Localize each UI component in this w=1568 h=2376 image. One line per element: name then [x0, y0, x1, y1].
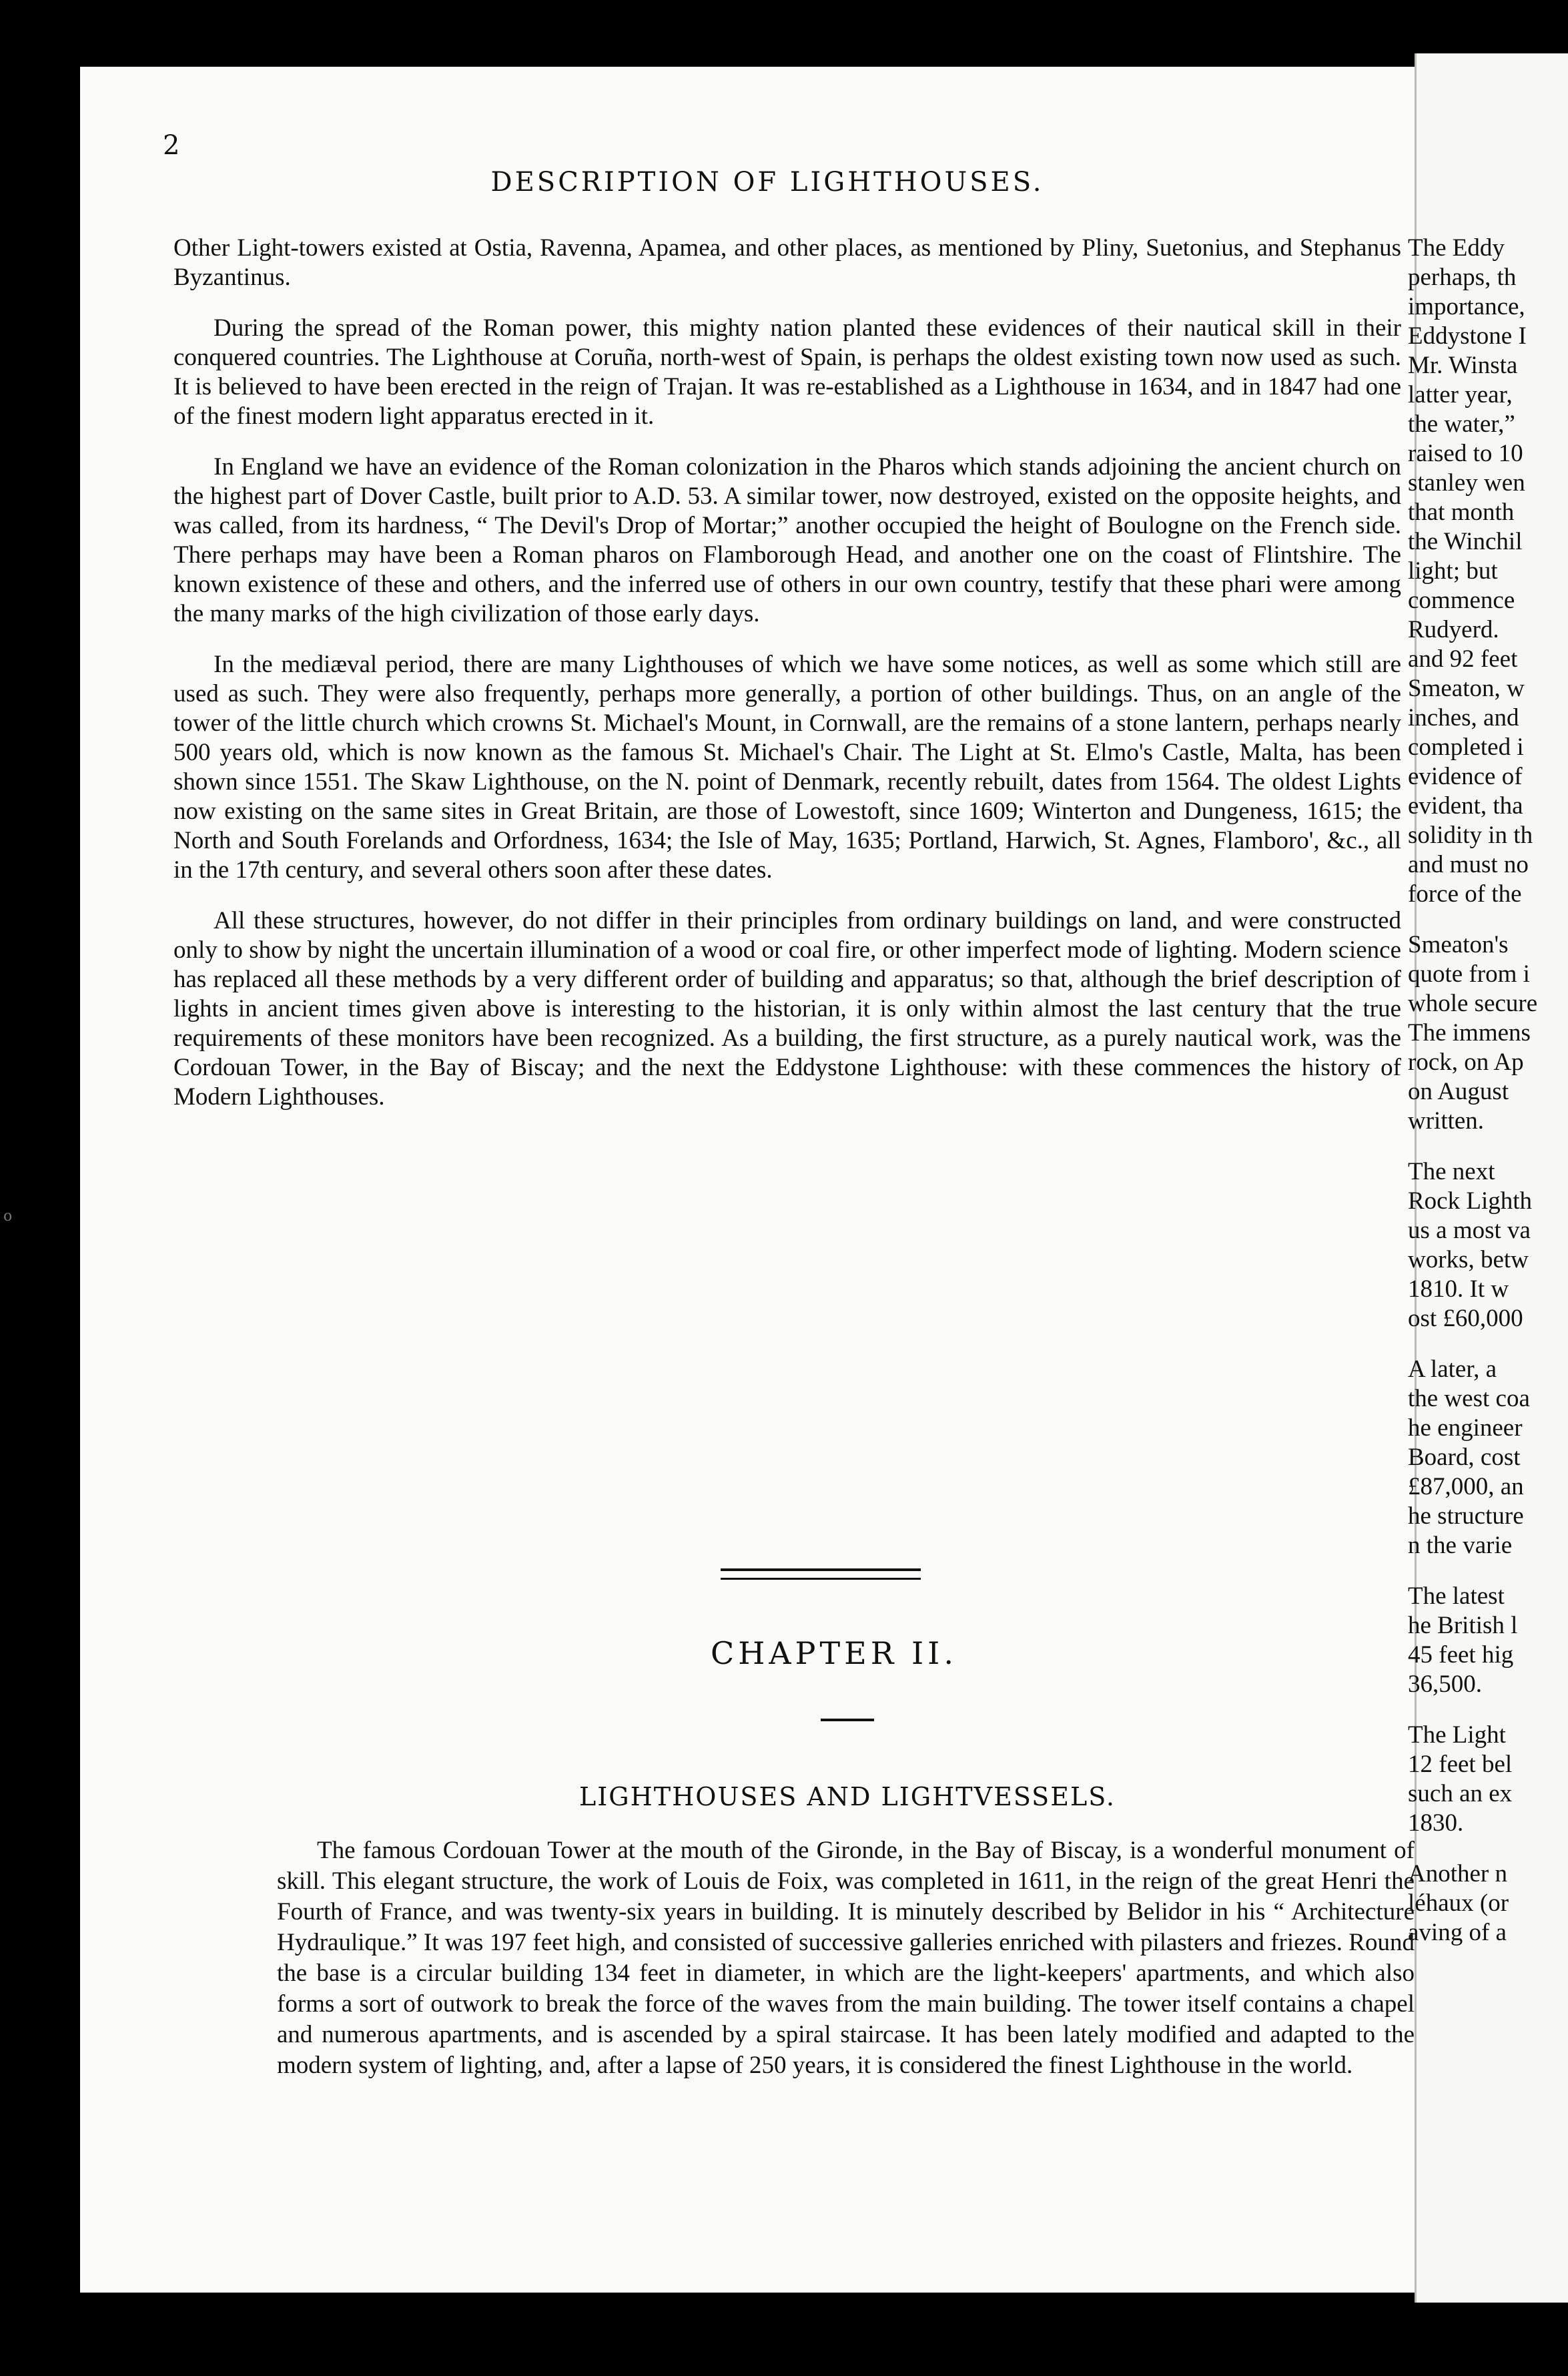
right-page-line: the water,” [1408, 410, 1515, 438]
right-page-line: The immens [1408, 1019, 1531, 1047]
paragraph: During the spread of the Roman power, this mighty nation planted these evidences of their nautical skill in their conquered countries. The Lighthouse at Coruña, north-west of Spain, is perhaps the oldest existing town now used as such. It is believed to have been erected in the reign of Trajan. It was re-established as a Lighthouse in 1634, and in 1847 had one of the finest modern light apparatus erected in it. [173, 314, 1401, 430]
right-page-line: the Winchil [1408, 528, 1523, 555]
right-page-line: The Light [1408, 1721, 1506, 1749]
page-number: 2 [163, 130, 180, 161]
paragraph: The famous Cordouan Tower at the mouth of the Gironde, in the Bay of Biscay, is a wonderful monument of skill. This elegant structure, the work of Louis de Foix, was completed in 1611, in the reign of the great Henri the Fourth of France, and was twenty-six years in building. It is minutely described by Belidor in his “ Architecture Hydraulique.” It was 197 feet high, and consisted of successive galleries enriched with pilasters and friezes. Round the base is a circular building 134 feet in diameter, in which are the light-keepers' apartments, and which also forms a sort of outwork to break the force of the waves from the main building. The tower itself contains a chapel and numerous apartments, and is ascended by a spiral staircase. It has been lately modified and adapted to the modern system of lighting, and, after a lapse of 250 years, it is considered the finest Lighthouse in the world. [277, 1837, 1415, 2079]
right-page-line: Eddystone I [1408, 322, 1527, 350]
right-page-line: 12 feet bel [1408, 1751, 1513, 1778]
section-title: LIGHTHOUSES AND LIGHTVESSELS. [579, 1782, 1116, 1811]
right-page-line: he structure [1408, 1502, 1524, 1530]
right-page-line: latter year, [1408, 381, 1513, 408]
right-page-line: he engineer [1408, 1414, 1523, 1442]
right-page-line: evidence of [1408, 763, 1523, 790]
right-page-line: ost £60,000 [1408, 1305, 1523, 1332]
right-page-line: force of the [1408, 880, 1522, 908]
right-page-line: Smeaton's [1408, 931, 1509, 958]
paragraph: In England we have an evidence of the Roman colonization in the Pharos which stands adjoining the ancient church on the highest part of Dover Castle, built prior to A.D. 53. A similar tower, now destroyed, existed on the opposite heights, and was called, from its hardness, “ The Devil's Drop of Mortar;” another occupied the height of Boulogne on the French side. There perhaps may have been a Roman pharos on Flamborough Head, and another one on the coast of Flintshire. The known existence of these and others, and the inferred use of others in our own country, testify that these phari were among the many marks of the high civilization of those early days. [173, 453, 1401, 627]
paragraph: In the mediæval period, there are many Lighthouses of which we have some notices, as well as some which still are used as such. They were also frequently, perhaps more generally, a portion of other buildings. Thus, on an angle of the tower of the little church which crowns St. Michael's Mount, in Cornwall, are the remains of a stone lantern, perhaps nearly 500 years old, which is now known as the famous St. Michael's Chair. The Light at St. Elmo's Castle, Malta, has been shown since 1551. The Skaw Lighthouse, on the N. point of Denmark, recently rebuilt, dates from 1564. The oldest Lights now existing on the same sites in Great Britain, are those of Lowestoft, since 1609; Winterton and Dungeness, 1615; the North and South Forelands and Orfordness, 1634; the Isle of May, 1635; Portland, Harwich, St. Agnes, Flamboro', &c., all in the 17th century, and several others soon after these dates. [173, 651, 1401, 884]
right-page-line: inches, and [1408, 704, 1519, 731]
right-page-line: light; but [1408, 557, 1498, 585]
right-page-line: 1810. It w [1408, 1275, 1509, 1303]
right-page-line: n the varie [1408, 1532, 1513, 1559]
right-page-line: on August [1408, 1078, 1509, 1105]
right-page-line: Mr. Winsta [1408, 352, 1518, 379]
right-page-line: léhaux (or [1408, 1889, 1509, 1917]
right-page-text [1408, 234, 1568, 1948]
chapter-body-text [277, 1835, 1415, 2081]
scan-margin-mark: o [3, 1208, 13, 1225]
right-page-line: solidity in th [1408, 822, 1533, 849]
right-page-line: written. [1408, 1107, 1485, 1135]
right-page-line: 45 feet hig [1408, 1641, 1514, 1669]
right-page-line: Board, cost [1408, 1444, 1521, 1471]
chapter-divider [721, 1568, 921, 1580]
right-page-gap [1408, 1838, 1568, 1859]
body-text [173, 234, 1401, 1133]
right-page-line: such an ex [1408, 1780, 1513, 1807]
right-page-gap [1408, 1136, 1568, 1157]
right-page-line: 36,500. [1408, 1671, 1482, 1698]
right-page-line: and must no [1408, 851, 1529, 878]
right-page-line: stanley wen [1408, 469, 1525, 497]
right-page-line: completed i [1408, 733, 1524, 761]
running-head: DESCRIPTION OF LIGHTHOUSES. [490, 167, 1044, 198]
right-page-line: and 92 feet [1408, 645, 1518, 673]
right-page-gap [1408, 1560, 1568, 1582]
right-page-line: Rock Lighth [1408, 1187, 1533, 1215]
right-page-line: he British l [1408, 1612, 1518, 1639]
right-page-gap [1408, 1699, 1568, 1721]
right-page-line: importance, [1408, 293, 1525, 320]
right-page-line: The latest [1408, 1582, 1505, 1610]
right-page-line: quote from i [1408, 960, 1530, 988]
right-page-line: £87,000, an [1408, 1473, 1524, 1500]
right-page-line: evident, tha [1408, 792, 1523, 820]
right-page-line: that month [1408, 499, 1515, 526]
right-page-line: rock, on Ap [1408, 1049, 1524, 1076]
right-page-line: perhaps, th [1408, 264, 1517, 291]
right-page-line: The next [1408, 1158, 1495, 1185]
right-page-gap [1408, 1333, 1568, 1355]
right-page-line: 1830. [1408, 1809, 1464, 1837]
right-page-line: The Eddy [1408, 234, 1505, 262]
right-page-gap [1408, 909, 1568, 930]
right-page-line: Rudyerd. [1408, 616, 1499, 643]
chapter-rule [821, 1719, 874, 1721]
paragraph: Other Light-towers existed at Ostia, Ravenna, Apamea, and other places, as mentioned by Pliny, Suetonius, and Stephanus Byzantinus. [173, 234, 1401, 291]
right-page-line: aving of a [1408, 1919, 1507, 1946]
right-page-line: A later, a [1408, 1356, 1497, 1383]
right-page-line: Smeaton, w [1408, 675, 1525, 702]
right-page-line: whole secure [1408, 990, 1538, 1017]
right-page-line: commence [1408, 587, 1515, 614]
paragraph: All these structures, however, do not differ in their principles from ordinary buildings on land, and were constructed only to show by night the uncertain illumination of a wood or coal fire, or other imperfect mode of lighting. Modern science has replaced all these methods by a very different order of building and apparatus; so that, although the brief description of lights in ancient times given above is interesting to the historian, it is only within almost the last century that the true requirements of these monitors have been recognized. As a building, the first structure, as a purely nautical work, was the Cordouan Tower, in the Bay of Biscay; and the next the Eddystone Lighthouse: with these commences the history of Modern Lighthouses. [173, 907, 1401, 1111]
right-page-line: Another n [1408, 1860, 1507, 1887]
right-page-line: works, betw [1408, 1246, 1529, 1273]
right-page-line: raised to 10 [1408, 440, 1523, 467]
chapter-title: CHAPTER II. [711, 1635, 957, 1671]
right-page-line: us a most va [1408, 1217, 1531, 1244]
right-page-line: the west coa [1408, 1385, 1530, 1412]
